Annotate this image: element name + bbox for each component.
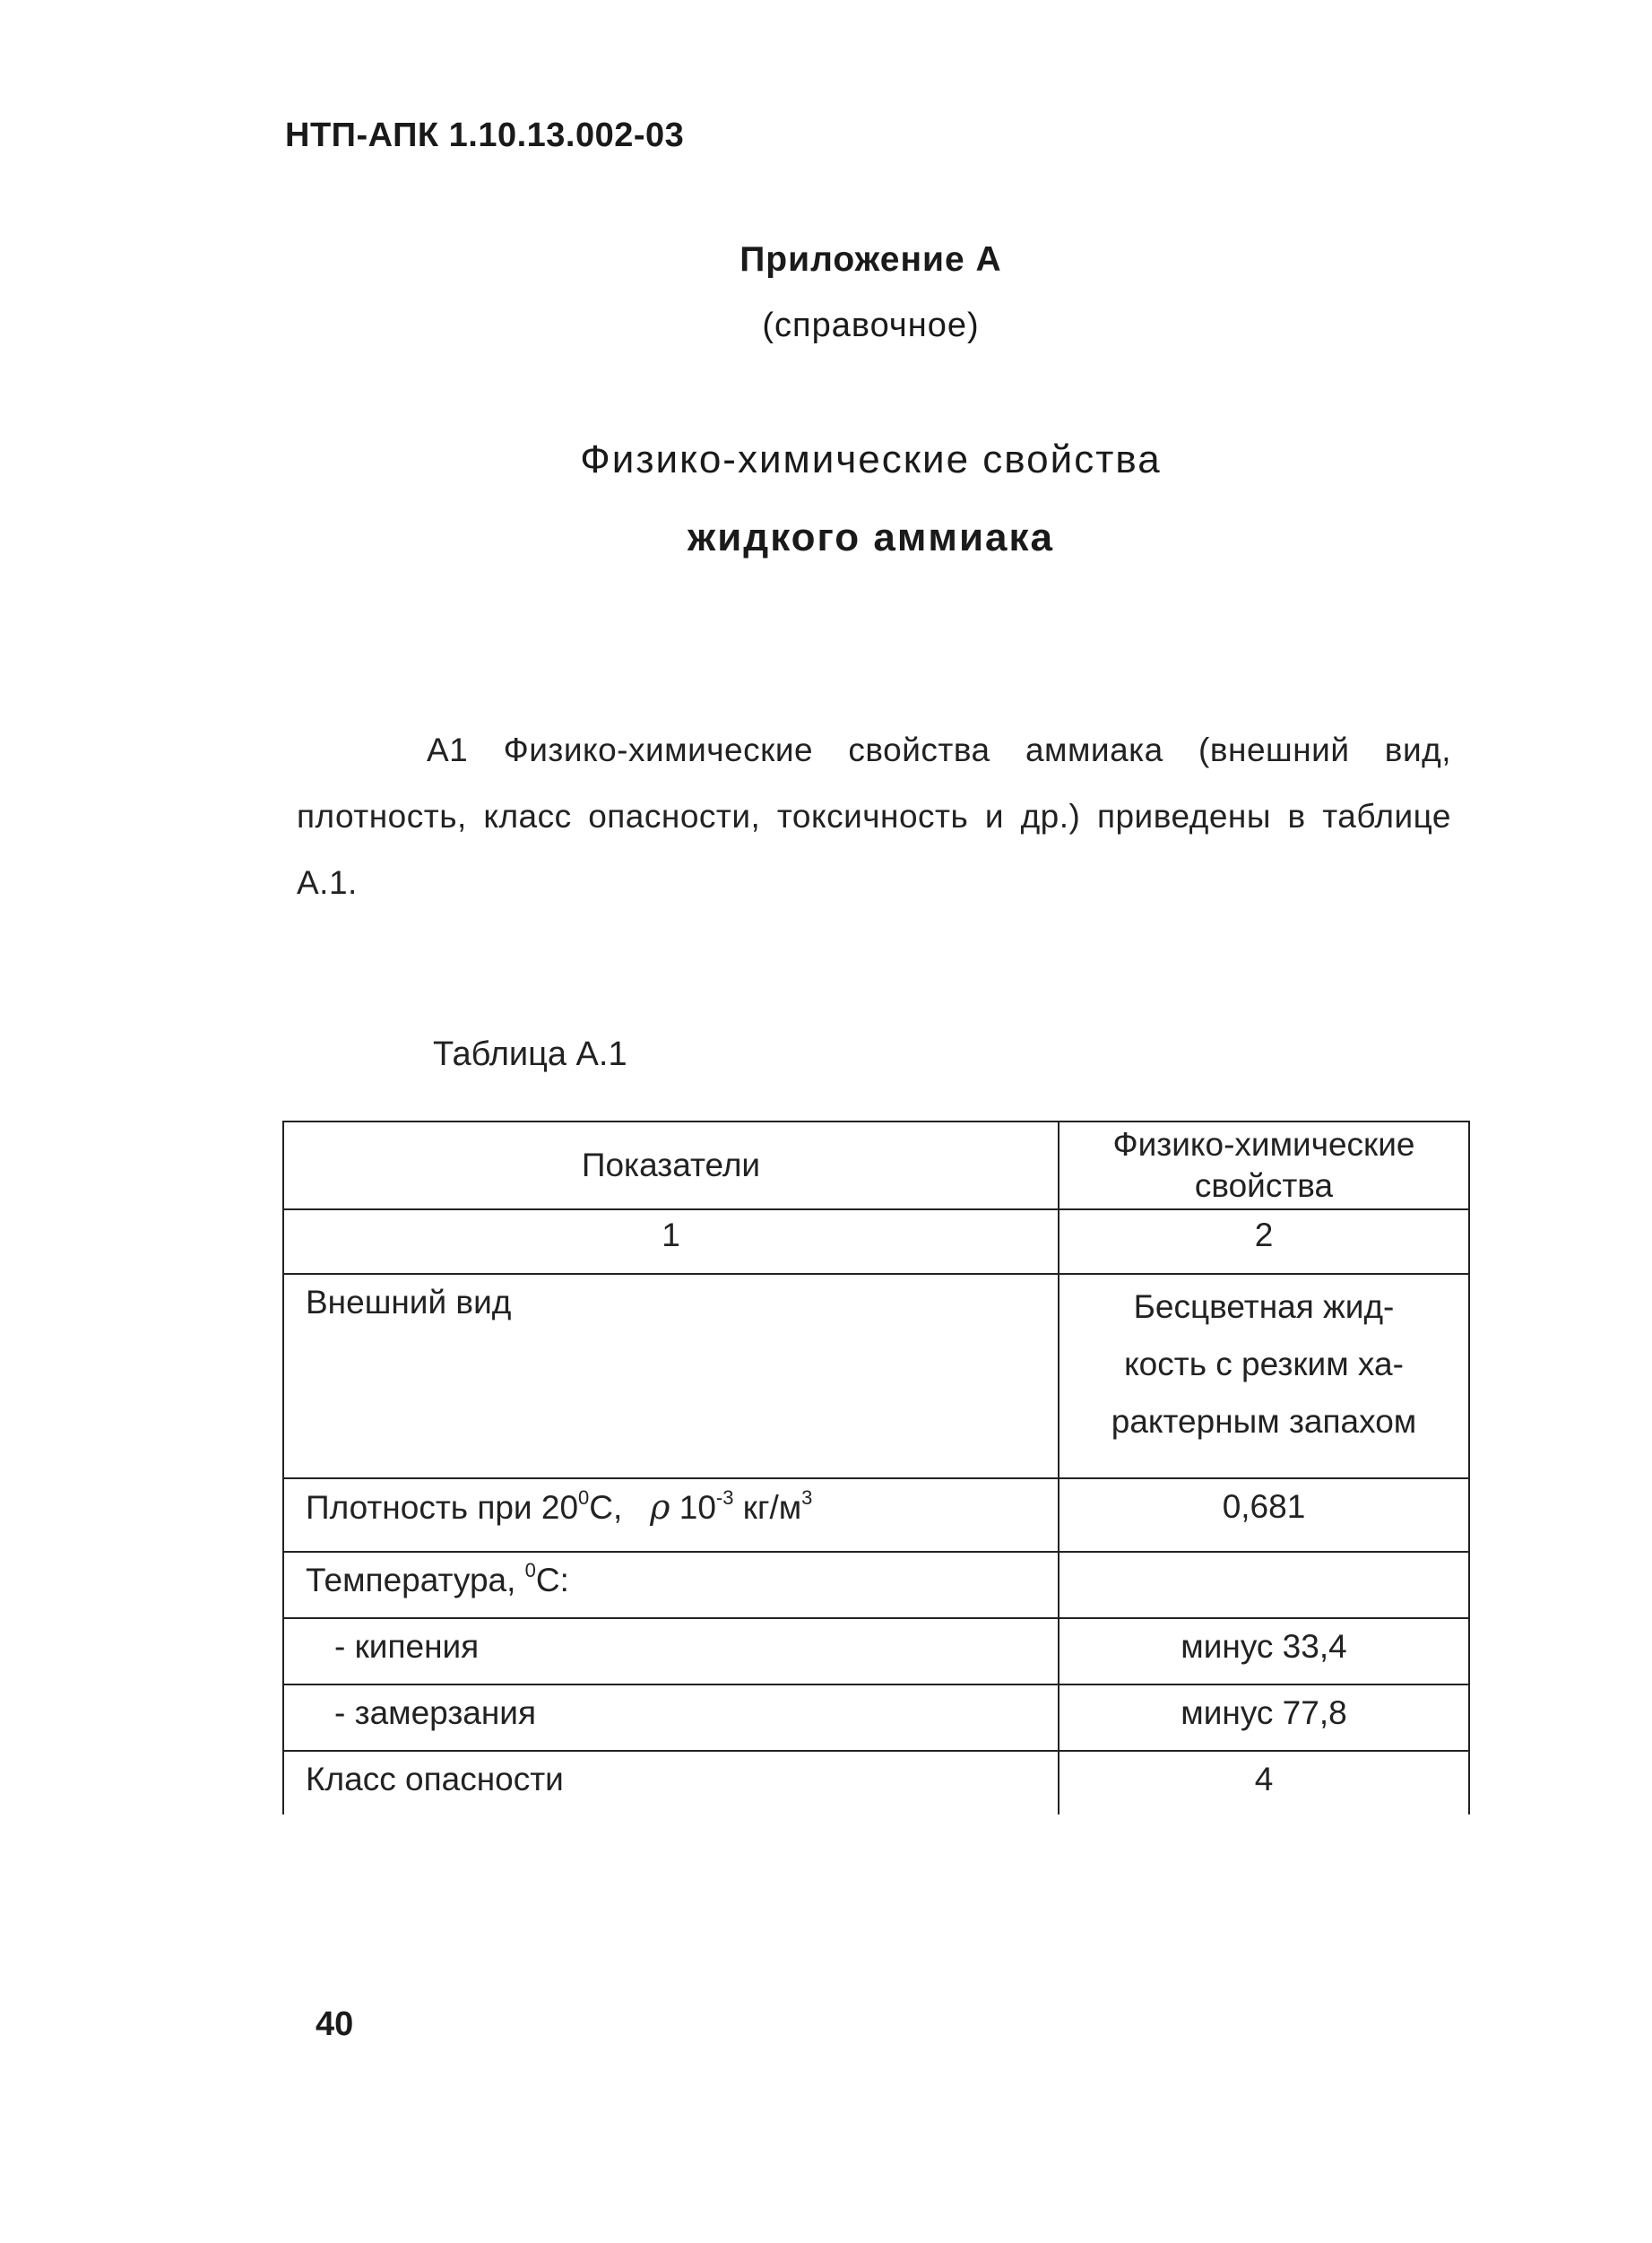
row-label-boiling: - кипения [283,1618,1059,1684]
row-value-boiling: минус 33,4 [1059,1618,1469,1684]
page-number: 40 [316,2005,354,2043]
temperature-label-start: Температура, [306,1562,525,1598]
table-row [283,1618,1469,1684]
density-label-ten: 10 [670,1489,716,1526]
temperature-label-end: С: [535,1562,569,1598]
table-row [283,1684,1469,1751]
density-rho-symbol: ρ [650,1487,670,1527]
column-number-2: 2 [1059,1209,1469,1274]
column-number-row [283,1209,1469,1274]
table-row [283,1751,1469,1814]
section-heading-line1: Физико-химические свойства [580,437,1162,481]
row-label-temperature [283,1552,1059,1618]
row-value-freezing: минус 77,8 [1059,1684,1469,1751]
row-label-hazard-class: Класс опасности [283,1751,1059,1814]
section-heading-line2: жидкого аммиака [688,515,1054,559]
row-label-density [283,1478,1059,1552]
density-label-start: Плотность при 20 [306,1489,579,1526]
table-row [283,1274,1469,1478]
table-row [283,1478,1469,1552]
document-code: НТП-АПК 1.10.13.002-03 [285,117,685,154]
row-value-density: 0,681 [1059,1478,1469,1552]
row-value-hazard-class: 4 [1059,1751,1469,1814]
appendix-title: Приложение А [740,240,1002,279]
appendix-subtitle: (справочное) [762,307,980,344]
row-label-freezing: - замерзания [283,1684,1059,1751]
row-value-temperature-empty [1059,1552,1469,1618]
density-label-unit: кг/м [733,1489,802,1526]
properties-table [282,1121,1470,1814]
row-label-appearance: Внешний вид [283,1274,1059,1478]
header-indicators-text: Показатели [581,1147,761,1183]
appearance-value-line1: Бесцветная жид- [1133,1288,1395,1325]
table-header-row [283,1122,1469,1209]
table-row [283,1552,1469,1618]
row-value-appearance [1059,1274,1469,1478]
density-cube-sup: 3 [801,1486,813,1509]
header-cell-properties [1059,1122,1469,1209]
density-degree-sup: 0 [578,1486,590,1509]
temperature-degree-sup: 0 [524,1559,536,1581]
appearance-value-line3: рактерным запахом [1111,1403,1417,1440]
appearance-value-line2: кость с резким ха- [1124,1346,1404,1382]
density-label-c: С, [589,1489,651,1526]
header-cell-indicators [283,1122,1059,1209]
intro-paragraph: А1 Физико-химические свойства аммиака (внешний вид, плотность, класс опасности, токсичность и др.) приведены в таблице А.1. [297,732,1451,901]
column-number-1: 1 [283,1209,1059,1274]
header-properties-text: Физико-химические свойства [1112,1126,1415,1204]
density-exp-sup: -3 [715,1486,734,1509]
table-caption: Таблица А.1 [433,1035,627,1073]
